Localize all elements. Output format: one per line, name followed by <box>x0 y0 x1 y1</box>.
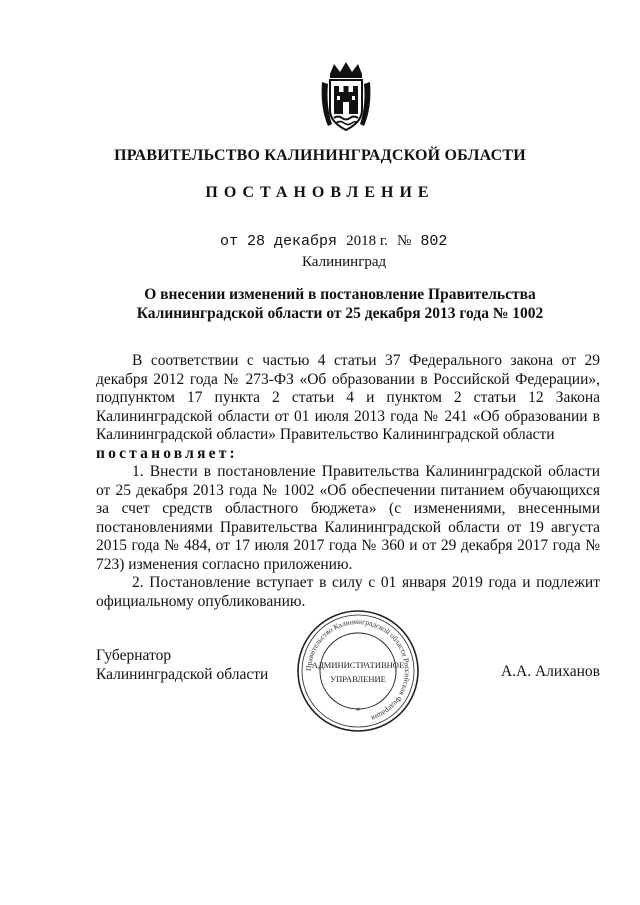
signatory-position <box>96 646 268 684</box>
organization-name: ПРАВИТЕЛЬСТВО КАЛИНИНГРАДСКОЙ ОБЛАСТИ <box>114 147 526 164</box>
stamp-star-icon: * <box>355 706 361 716</box>
item-2-paragraph: 2. Постановление вступает в силу с 01 января 2019 года и подлежит официальному опубликованию. <box>96 574 600 610</box>
subject-line-1: О внесении изменений в постановление Правительства <box>144 286 536 303</box>
stamp-ring-textpath: Правительство Калининградской области Российская Федерация <box>303 616 413 723</box>
decree-word: постановляет: <box>96 444 238 462</box>
coat-of-arms-emblem <box>318 60 374 134</box>
item-1-paragraph: 1. Внести в постановление Правительства Калининградской области от 25 декабря 2013 года № 1002 «Об обеспечении питанием обучающихся за счет средств областного бюджета» (с изменениями, внесенными постановлениями Правительства Калининградской области от 19 августа 2015 года № 484, от 17 июля 2017 года № 360 и от 29 декабря 2017 года № 723) изменения согласно приложению. <box>96 463 600 573</box>
preamble-paragraph: В соответствии с частью 4 статьи 37 Федерального закона от 29 декабря 2012 года № 273-ФЗ «Об образовании в Российской Федерации», подпунктом 17 пункта 2 статьи 4 и пунктом 2 статьи 12 Закона Калининградской области от 01 июля 2013 года № 241 «Об образовании в Калининградской области» Правительство Калининградской области <box>96 352 600 443</box>
position-line-1: Губернатор <box>96 647 172 664</box>
document-subject <box>120 285 560 323</box>
stamp-center-line-2: УПРАВЛЕНИЕ <box>330 674 386 684</box>
city: Калининград <box>302 254 387 270</box>
position-line-2: Калининградской области <box>96 666 269 683</box>
dateline <box>220 233 447 250</box>
date-value: 28 декабря <box>247 233 338 250</box>
date-prefix: от <box>220 233 239 250</box>
document-body <box>96 352 600 611</box>
document-number: 802 <box>420 233 448 250</box>
signatory-name: А.А. Алиханов <box>500 663 600 680</box>
document-type: ПОСТАНОВЛЕНИЕ <box>205 184 435 201</box>
date-year: 2018 г. <box>346 233 389 249</box>
official-stamp <box>295 608 421 734</box>
number-sign: № <box>397 233 412 249</box>
stamp-center-line-1: АДМИНИСТРАТИВНОЕ <box>311 660 405 670</box>
subject-line-2: Калининградской области от 25 декабря 2013 года № 1002 <box>136 305 544 322</box>
